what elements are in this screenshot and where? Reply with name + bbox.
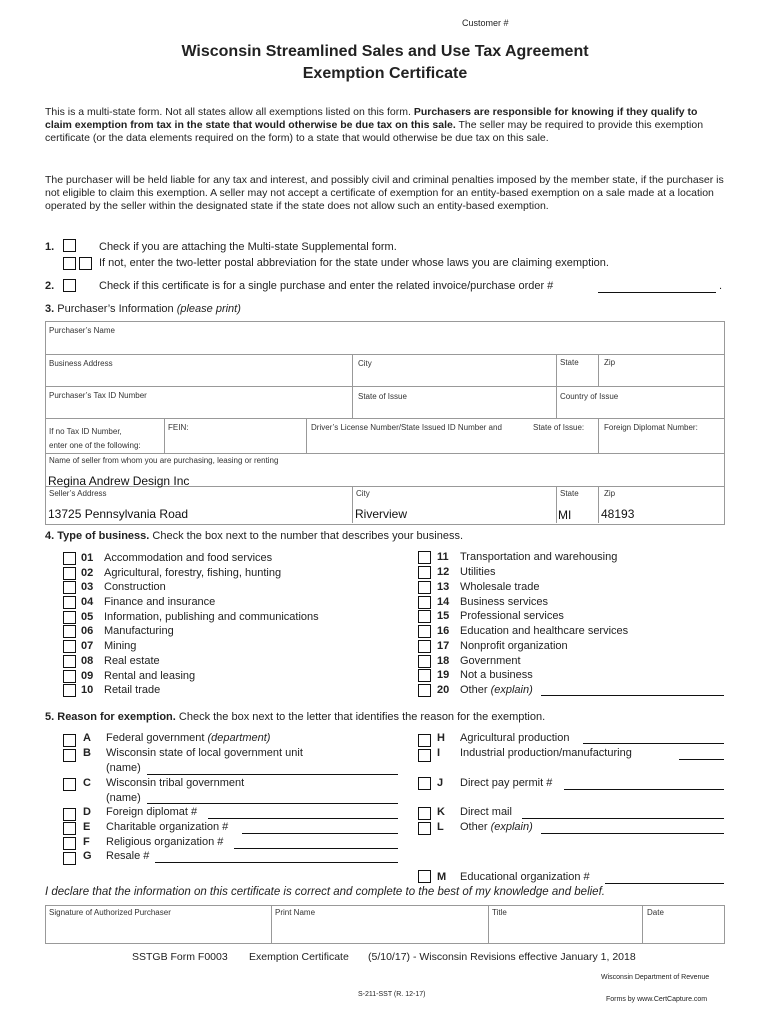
reason-g-checkbox[interactable] — [63, 852, 76, 865]
footer-revision: (5/10/17) - Wisconsin Revisions effective January 1, 2018 — [368, 951, 636, 963]
business-address-label: Business Address — [49, 359, 113, 368]
zip-label: Zip — [604, 358, 616, 367]
country-of-issue-label: Country of Issue — [560, 392, 619, 401]
item-2-number: 2. — [45, 280, 55, 292]
city-label: City — [358, 359, 372, 368]
reason-b-letter: B — [83, 747, 91, 759]
page-title: Wisconsin Streamlined Sales and Use Tax Agreement — [181, 43, 589, 60]
reason-f-line[interactable] — [234, 848, 398, 849]
signature-label: Signature of Authorized Purchaser — [49, 908, 171, 917]
seller-zip-value[interactable]: 48193 — [601, 507, 635, 521]
invoice-number-line[interactable] — [598, 292, 716, 293]
intro-paragraph-2: The purchaser will be held liable for any tax and interest, and possibly civil and criminal penalties imposed by the member state, if the purchaser is not eligible to claim this exemption. A seller may not accept a certificate of exemption for an entity-based exemption on a sale made at a location operated by the seller within the designated state if the state does not allow such an entity-based exemption. — [45, 174, 724, 213]
reason-g-letter: G — [83, 850, 92, 862]
print-name-label: Print Name — [275, 908, 316, 917]
reason-b-checkbox[interactable] — [63, 749, 76, 762]
reason-g-label: Resale # — [106, 850, 150, 862]
state-abbrev-box-2[interactable] — [79, 257, 92, 270]
reason-b-name-label: (name) — [106, 762, 141, 774]
reason-b-name-line[interactable] — [147, 774, 398, 775]
reason-l-letter: L — [437, 821, 444, 833]
multistate-supplemental-checkbox[interactable] — [63, 239, 76, 252]
reason-h-label: Agricultural production — [460, 732, 570, 744]
reason-b-label: Wisconsin state of local government unit — [106, 747, 303, 759]
reason-i-letter: I — [437, 747, 441, 759]
reason-f-label: Religious organization # — [106, 836, 224, 848]
reason-a-label: Federal government (department) — [106, 732, 271, 744]
item-1-number: 1. — [45, 241, 55, 253]
reason-e-label: Charitable organization # — [106, 821, 229, 833]
seller-address-value[interactable]: 13725 Pennsylvania Road — [48, 507, 189, 521]
reason-j-checkbox[interactable] — [418, 777, 431, 790]
seller-address-label: Seller’s Address — [49, 489, 107, 498]
intro-paragraph-1: This is a multi-state form. Not all states allow all exemptions listed on this form. Purchasers are responsible for knowing if they qualify to claim exemption from tax in the state that would otherwise be due tax on this sale. The seller may be required to provide this exemption certificate (or the data elements required on the form) to a state that would otherwise be due tax on this sale. — [45, 106, 704, 145]
reason-a-letter: A — [83, 732, 91, 744]
reason-e-checkbox[interactable] — [63, 822, 76, 835]
reason-k-label: Direct mail — [460, 806, 512, 818]
reason-l-checkbox[interactable] — [418, 822, 431, 835]
reason-j-label: Direct pay permit # — [460, 777, 553, 789]
reason-c-name-line[interactable] — [147, 803, 398, 804]
title-field[interactable] — [489, 918, 641, 941]
reason-i-label: Industrial production/manufacturing — [460, 747, 632, 759]
page-subtitle: Exemption Certificate — [302, 65, 468, 82]
reason-e-line[interactable] — [242, 833, 398, 834]
reason-h-line[interactable] — [583, 743, 724, 744]
state-label: State — [560, 358, 579, 367]
reason-e-letter: E — [83, 821, 91, 833]
item-3-heading: 3. Purchaser’s Information (please print) — [45, 303, 241, 315]
item-1-text-2: If not, enter the two-letter postal abbreviation for the state under whose laws you are claiming exemption. — [99, 257, 609, 269]
reason-j-letter: J — [437, 777, 444, 789]
reason-k-checkbox[interactable] — [418, 807, 431, 820]
seller-zip-label: Zip — [604, 489, 616, 498]
item-5-heading: 5. Reason for exemption. Check the box next to the letter that identifies the reason for the exemption. — [45, 711, 546, 723]
reason-c-label: Wisconsin tribal government — [106, 777, 245, 789]
reason-m-line[interactable] — [605, 883, 724, 884]
seller-state-value[interactable]: MI — [558, 508, 572, 522]
reason-k-line[interactable] — [522, 818, 724, 819]
reason-h-checkbox[interactable] — [418, 734, 431, 747]
declaration-text: I declare that the information on this certificate is correct and complete to the best of my knowledge and belief. — [45, 886, 605, 898]
no-tax-id-label: If no Tax ID Number, — [49, 427, 122, 436]
reason-l-line[interactable] — [541, 833, 724, 834]
reason-i-checkbox[interactable] — [418, 749, 431, 762]
fein-label: FEIN: — [168, 423, 189, 432]
reason-h-letter: H — [437, 732, 445, 744]
reason-a-checkbox[interactable] — [63, 734, 76, 747]
reason-m-label: Educational organization # — [460, 871, 590, 883]
dl-state-of-issue-label: State of Issue: — [533, 423, 585, 432]
state-of-issue-label: State of Issue — [358, 392, 407, 401]
other-business-explain-line[interactable] — [541, 695, 724, 696]
reason-i-line[interactable] — [679, 759, 724, 760]
reason-d-letter: D — [83, 806, 91, 818]
seller-city-value[interactable]: Riverview — [355, 507, 408, 521]
seller-state-label: State — [560, 489, 579, 498]
reason-d-label: Foreign diplomat # — [106, 806, 198, 818]
item-4-heading: 4. Type of business. Check the box next to the number that describes your business. — [45, 530, 464, 542]
seller-city-label: City — [356, 489, 370, 498]
purchaser-name-label: Purchaser’s Name — [49, 326, 115, 335]
tax-id-label: Purchaser’s Tax ID Number — [49, 391, 147, 400]
seller-name-label: Name of seller from whom you are purchasing, leasing or renting — [49, 456, 279, 465]
reason-f-letter: F — [83, 836, 90, 848]
signature-field[interactable] — [46, 918, 270, 941]
footer-forms-by: Forms by www.CertCapture.com — [606, 996, 708, 1003]
reason-d-line[interactable] — [208, 818, 398, 819]
print-name-field[interactable] — [272, 918, 487, 941]
date-field[interactable] — [643, 918, 722, 941]
reason-g-line[interactable] — [155, 862, 398, 863]
reason-c-checkbox[interactable] — [63, 778, 76, 791]
reason-m-checkbox[interactable] — [418, 870, 431, 883]
date-label: Date — [647, 908, 664, 917]
footer-cert-name: Exemption Certificate — [249, 951, 349, 963]
state-abbrev-box-1[interactable] — [63, 257, 76, 270]
reason-d-checkbox[interactable] — [63, 808, 76, 821]
reason-k-letter: K — [437, 806, 445, 818]
item-1-text: Check if you are attaching the Multi-state Supplemental form. — [99, 241, 397, 253]
reason-j-line[interactable] — [564, 789, 724, 790]
item-2-period: . — [719, 280, 723, 292]
no-tax-id-label-2: enter one of the following: — [49, 441, 141, 450]
footer-form-id: SSTGB Form F0003 — [132, 951, 228, 963]
reason-m-letter: M — [437, 871, 447, 883]
reason-c-letter: C — [83, 777, 91, 789]
foreign-diplomat-label: Foreign Diplomat Number: — [604, 423, 698, 432]
footer-form-code: S-211-SST (R. 12-17) — [358, 991, 426, 998]
reason-l-label: Other (explain) — [460, 821, 533, 833]
title-label: Title — [492, 908, 507, 917]
seller-name-value[interactable]: Regina Andrew Design Inc — [48, 474, 190, 488]
reason-f-checkbox[interactable] — [63, 837, 76, 850]
drivers-license-label: Driver’s License Number/State Issued ID Number and — [311, 423, 502, 432]
single-purchase-checkbox[interactable] — [63, 279, 76, 292]
item-2-text: Check if this certificate is for a single purchase and enter the related invoice/purchase order # — [99, 280, 554, 292]
customer-number-label: Customer # — [462, 18, 509, 28]
reason-c-name-label: (name) — [106, 792, 141, 804]
footer-department: Wisconsin Department of Revenue — [601, 974, 710, 981]
